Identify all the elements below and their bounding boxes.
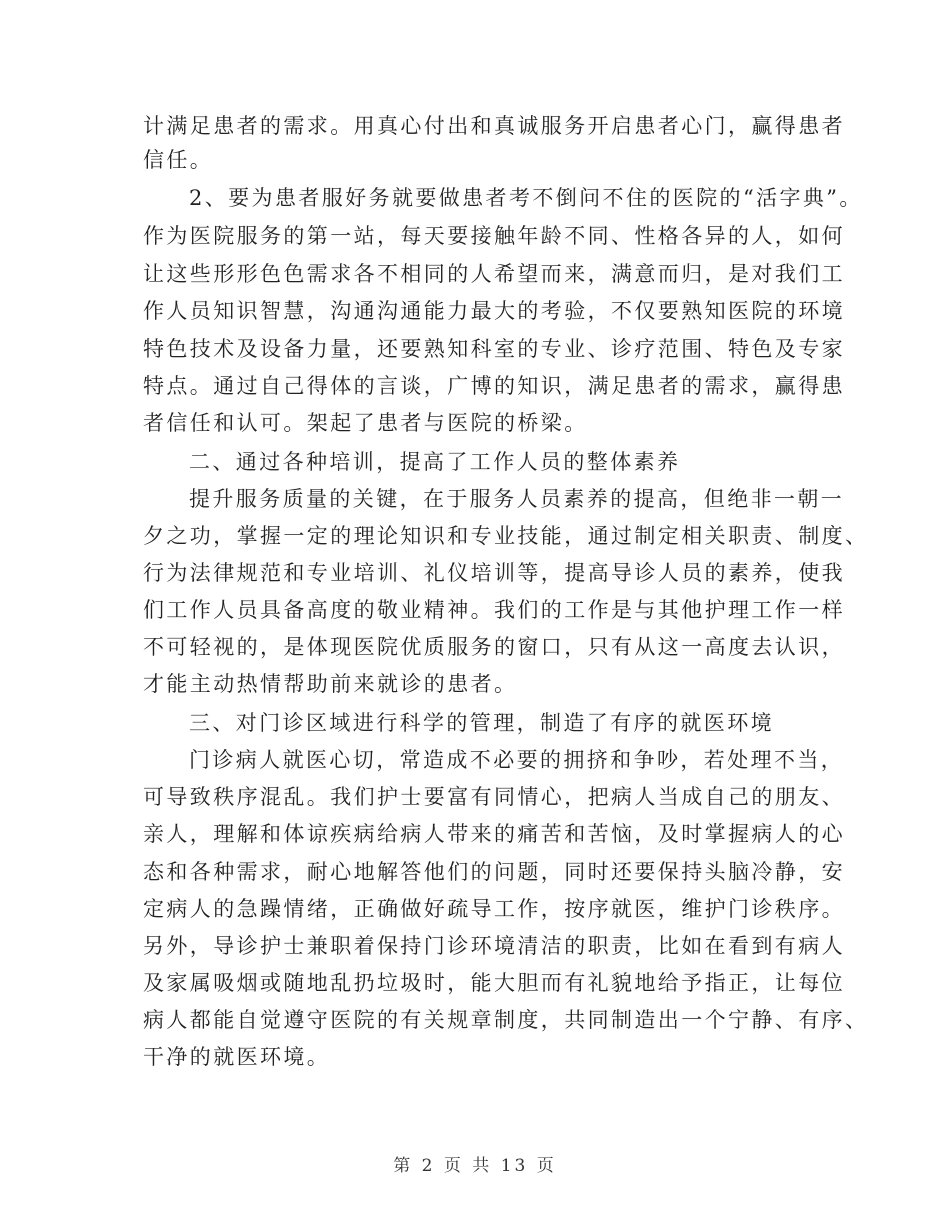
body-text-line: 病人都能自觉遵守医院的有关规章制度，共同制造出一个宁静、有序、 bbox=[143, 1008, 869, 1032]
body-text-line: 作为医院服务的第一站，每天要接触年龄不同、性格各异的人，如何 bbox=[143, 224, 845, 248]
body-text-line: 行为法律规范和专业培训、礼仪培训等，提高导诊人员的素养，使我 bbox=[143, 561, 845, 585]
body-text-line: 态和各种需求，耐心地解答他们的问题，同时还要保持头脑冷静，安 bbox=[143, 860, 845, 884]
body-text-line: 干净的就医环境。 bbox=[143, 1045, 331, 1069]
paragraph-first-line: 2、要为患者服好务就要做患者考不倒问不住的医院的“活字典”。 bbox=[189, 186, 863, 210]
body-text-line: 夕之功，掌握一定的理论知识和专业技能，通过制定相关职责、制度、 bbox=[143, 524, 869, 548]
body-text-line: 定病人的急躁情绪，正确做好疏导工作，按序就医，维护门诊秩序。 bbox=[143, 897, 845, 921]
body-text-line: 让这些形形色色需求各不相同的人希望而来，满意而归，是对我们工 bbox=[143, 262, 845, 286]
body-text-line: 特点。通过自己得体的言谈，广博的知识，满足患者的需求，赢得患 bbox=[143, 374, 845, 398]
body-text-line: 作人员知识智慧，沟通沟通能力最大的考验，不仅要熟知医院的环境 bbox=[143, 299, 845, 323]
body-text-line: 可导致秩序混乱。我们护士要富有同情心，把病人当成自己的朋友、 bbox=[143, 785, 845, 809]
body-text-line: 及家属吸烟或随地乱扔垃圾时，能大胆而有礼貌地给予指正，让每位 bbox=[143, 971, 845, 995]
body-text-line: 们工作人员具备高度的敬业精神。我们的工作是与其他护理工作一样 bbox=[143, 598, 845, 622]
body-text-line: 计满足患者的需求。用真心付出和真诚服务开启患者心门，赢得患者 bbox=[143, 114, 845, 138]
body-text-line: 不可轻视的，是体现医院优质服务的窗口，只有从这一高度去认识， bbox=[143, 635, 845, 659]
page-number-footer: 第 2 页 共 13 页 bbox=[393, 1156, 557, 1176]
paragraph-first-line: 门诊病人就医心切，常造成不必要的拥挤和争吵，若处理不当， bbox=[189, 748, 845, 772]
body-text-line: 特色技术及设备力量，还要熟知科室的专业、诊疗范围、特色及专家 bbox=[143, 337, 845, 361]
body-text-line: 信任。 bbox=[143, 148, 214, 172]
body-text-line: 另外，导诊护士兼职着保持门诊环境清洁的职责，比如在看到有病人 bbox=[143, 934, 845, 958]
body-text-line: 者信任和认可。架起了患者与医院的桥梁。 bbox=[143, 411, 588, 435]
paragraph-first-line: 提升服务质量的关键，在于服务人员素养的提高，但绝非一朝一 bbox=[189, 487, 845, 511]
body-text-line: 亲人，理解和体谅疾病给病人带来的痛苦和苦恼，及时掌握病人的心 bbox=[143, 822, 845, 846]
section-heading: 三、对门诊区域进行科学的管理，制造了有序的就医环境 bbox=[189, 711, 774, 735]
body-text-line: 才能主动热情帮助前来就诊的患者。 bbox=[143, 672, 518, 696]
section-heading: 二、通过各种培训，提高了工作人员的整体素养 bbox=[189, 450, 681, 474]
